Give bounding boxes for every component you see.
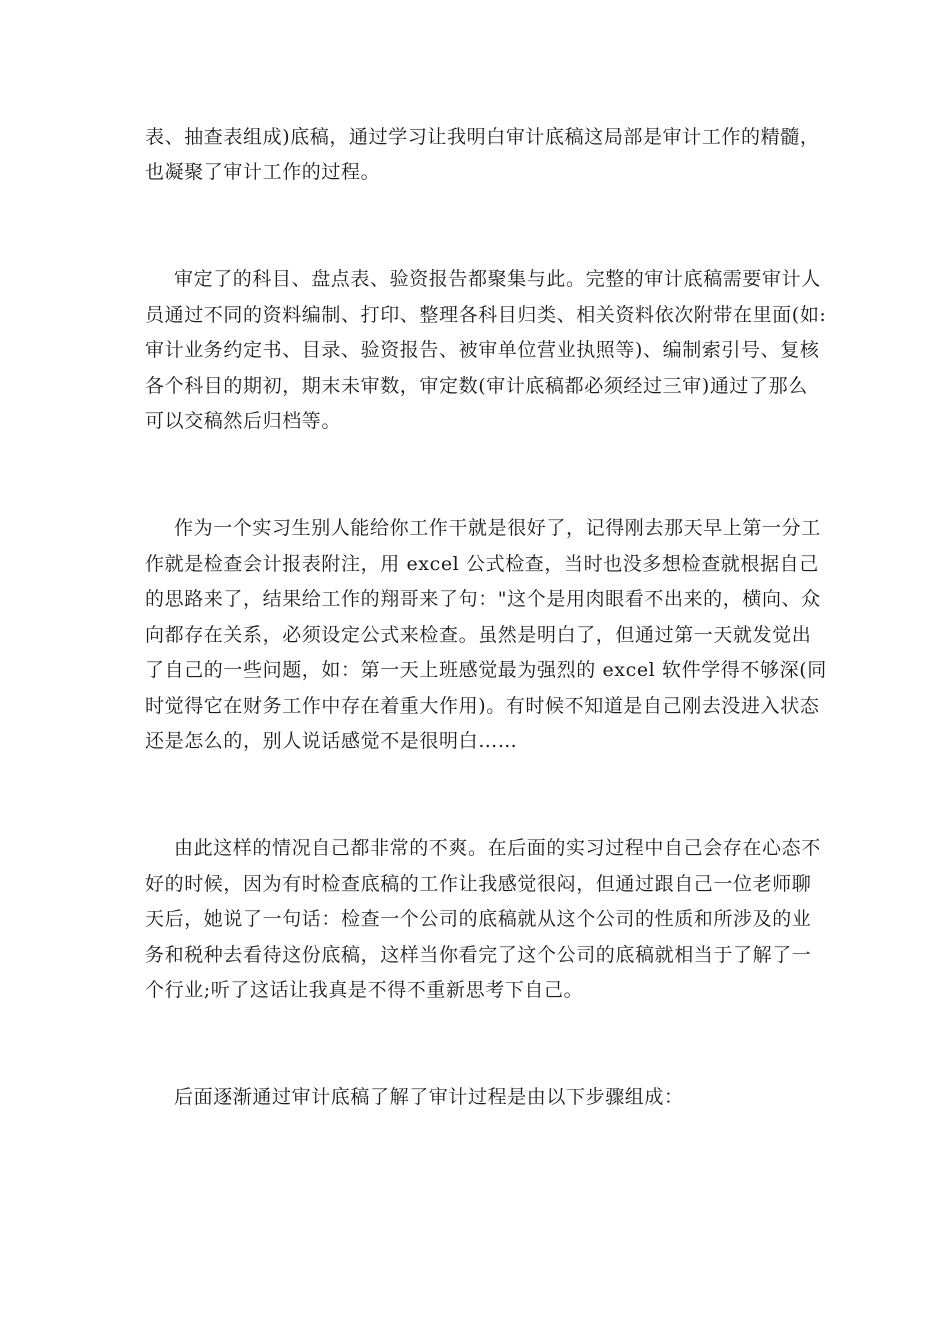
- text-line: 还是怎么的，别人说话感觉不是很明白……: [145, 730, 518, 752]
- text-line: 了自己的一些问题，如：第一天上班感觉最为强烈的 excel 软件学得不够深(同: [145, 659, 827, 681]
- text-line: 作为一个实习生别人能给你工作干就是很好了，记得刚去那天早上第一分工: [174, 517, 821, 539]
- text-line: 务和税种去看待这份底稿，这样当你看完了这个公司的底稿就相当于了解了一: [145, 944, 812, 966]
- text-line: 审定了的科目、盘点表、验资报告都聚集与此。完整的审计底稿需要审计人: [174, 268, 821, 290]
- text-line: 好的时候，因为有时检查底稿的工作让我感觉很闷，但通过跟自己一位老师聊: [145, 873, 812, 895]
- text-line: 审计业务约定书、目录、验资报告、被审单位营业执照等)、编制索引号、复核: [145, 339, 820, 361]
- text-line: 可以交稿然后归档等。: [145, 410, 342, 432]
- text-line: 时觉得它在财务工作中存在着重大作用)。有时候不知道是自己刚去没进入状态: [145, 695, 820, 717]
- text-line: 员通过不同的资料编制、打印、整理各科目归类、相关资料依次附带在里面(如:: [145, 304, 827, 326]
- text-line: 各个科目的期初，期末未审数，审定数(审计底稿都必须经过三审)通过了那么: [145, 375, 808, 397]
- text-line: 向都存在关系，必须设定公式来检查。虽然是明白了，但通过第一天就发觉出: [145, 624, 812, 646]
- text-line: 也凝聚了审计工作的过程。: [145, 161, 381, 183]
- text-line: 表、抽查表组成)底稿，通过学习让我明白审计底稿这局部是审计工作的精髓，: [145, 126, 820, 148]
- text-line: 的思路来了，结果给工作的翔哥来了句："这个是用肉眼看不出来的，横向、众: [145, 588, 821, 610]
- text-line: 作就是检查会计报表附注，用 excel 公式检查，当时也没多想检查就根据自己: [145, 553, 819, 575]
- text-line: 个行业;听了这话让我真是不得不重新思考下自己。: [145, 979, 584, 1001]
- text-line: 天后，她说了一句话：检查一个公司的底稿就从这个公司的性质和所涉及的业: [145, 908, 812, 930]
- text-line: 由此这样的情况自己都非常的不爽。在后面的实习过程中自己会存在心态不: [174, 837, 821, 859]
- text-line: 后面逐渐通过审计底稿了解了审计过程是由以下步骤组成：: [174, 1086, 684, 1108]
